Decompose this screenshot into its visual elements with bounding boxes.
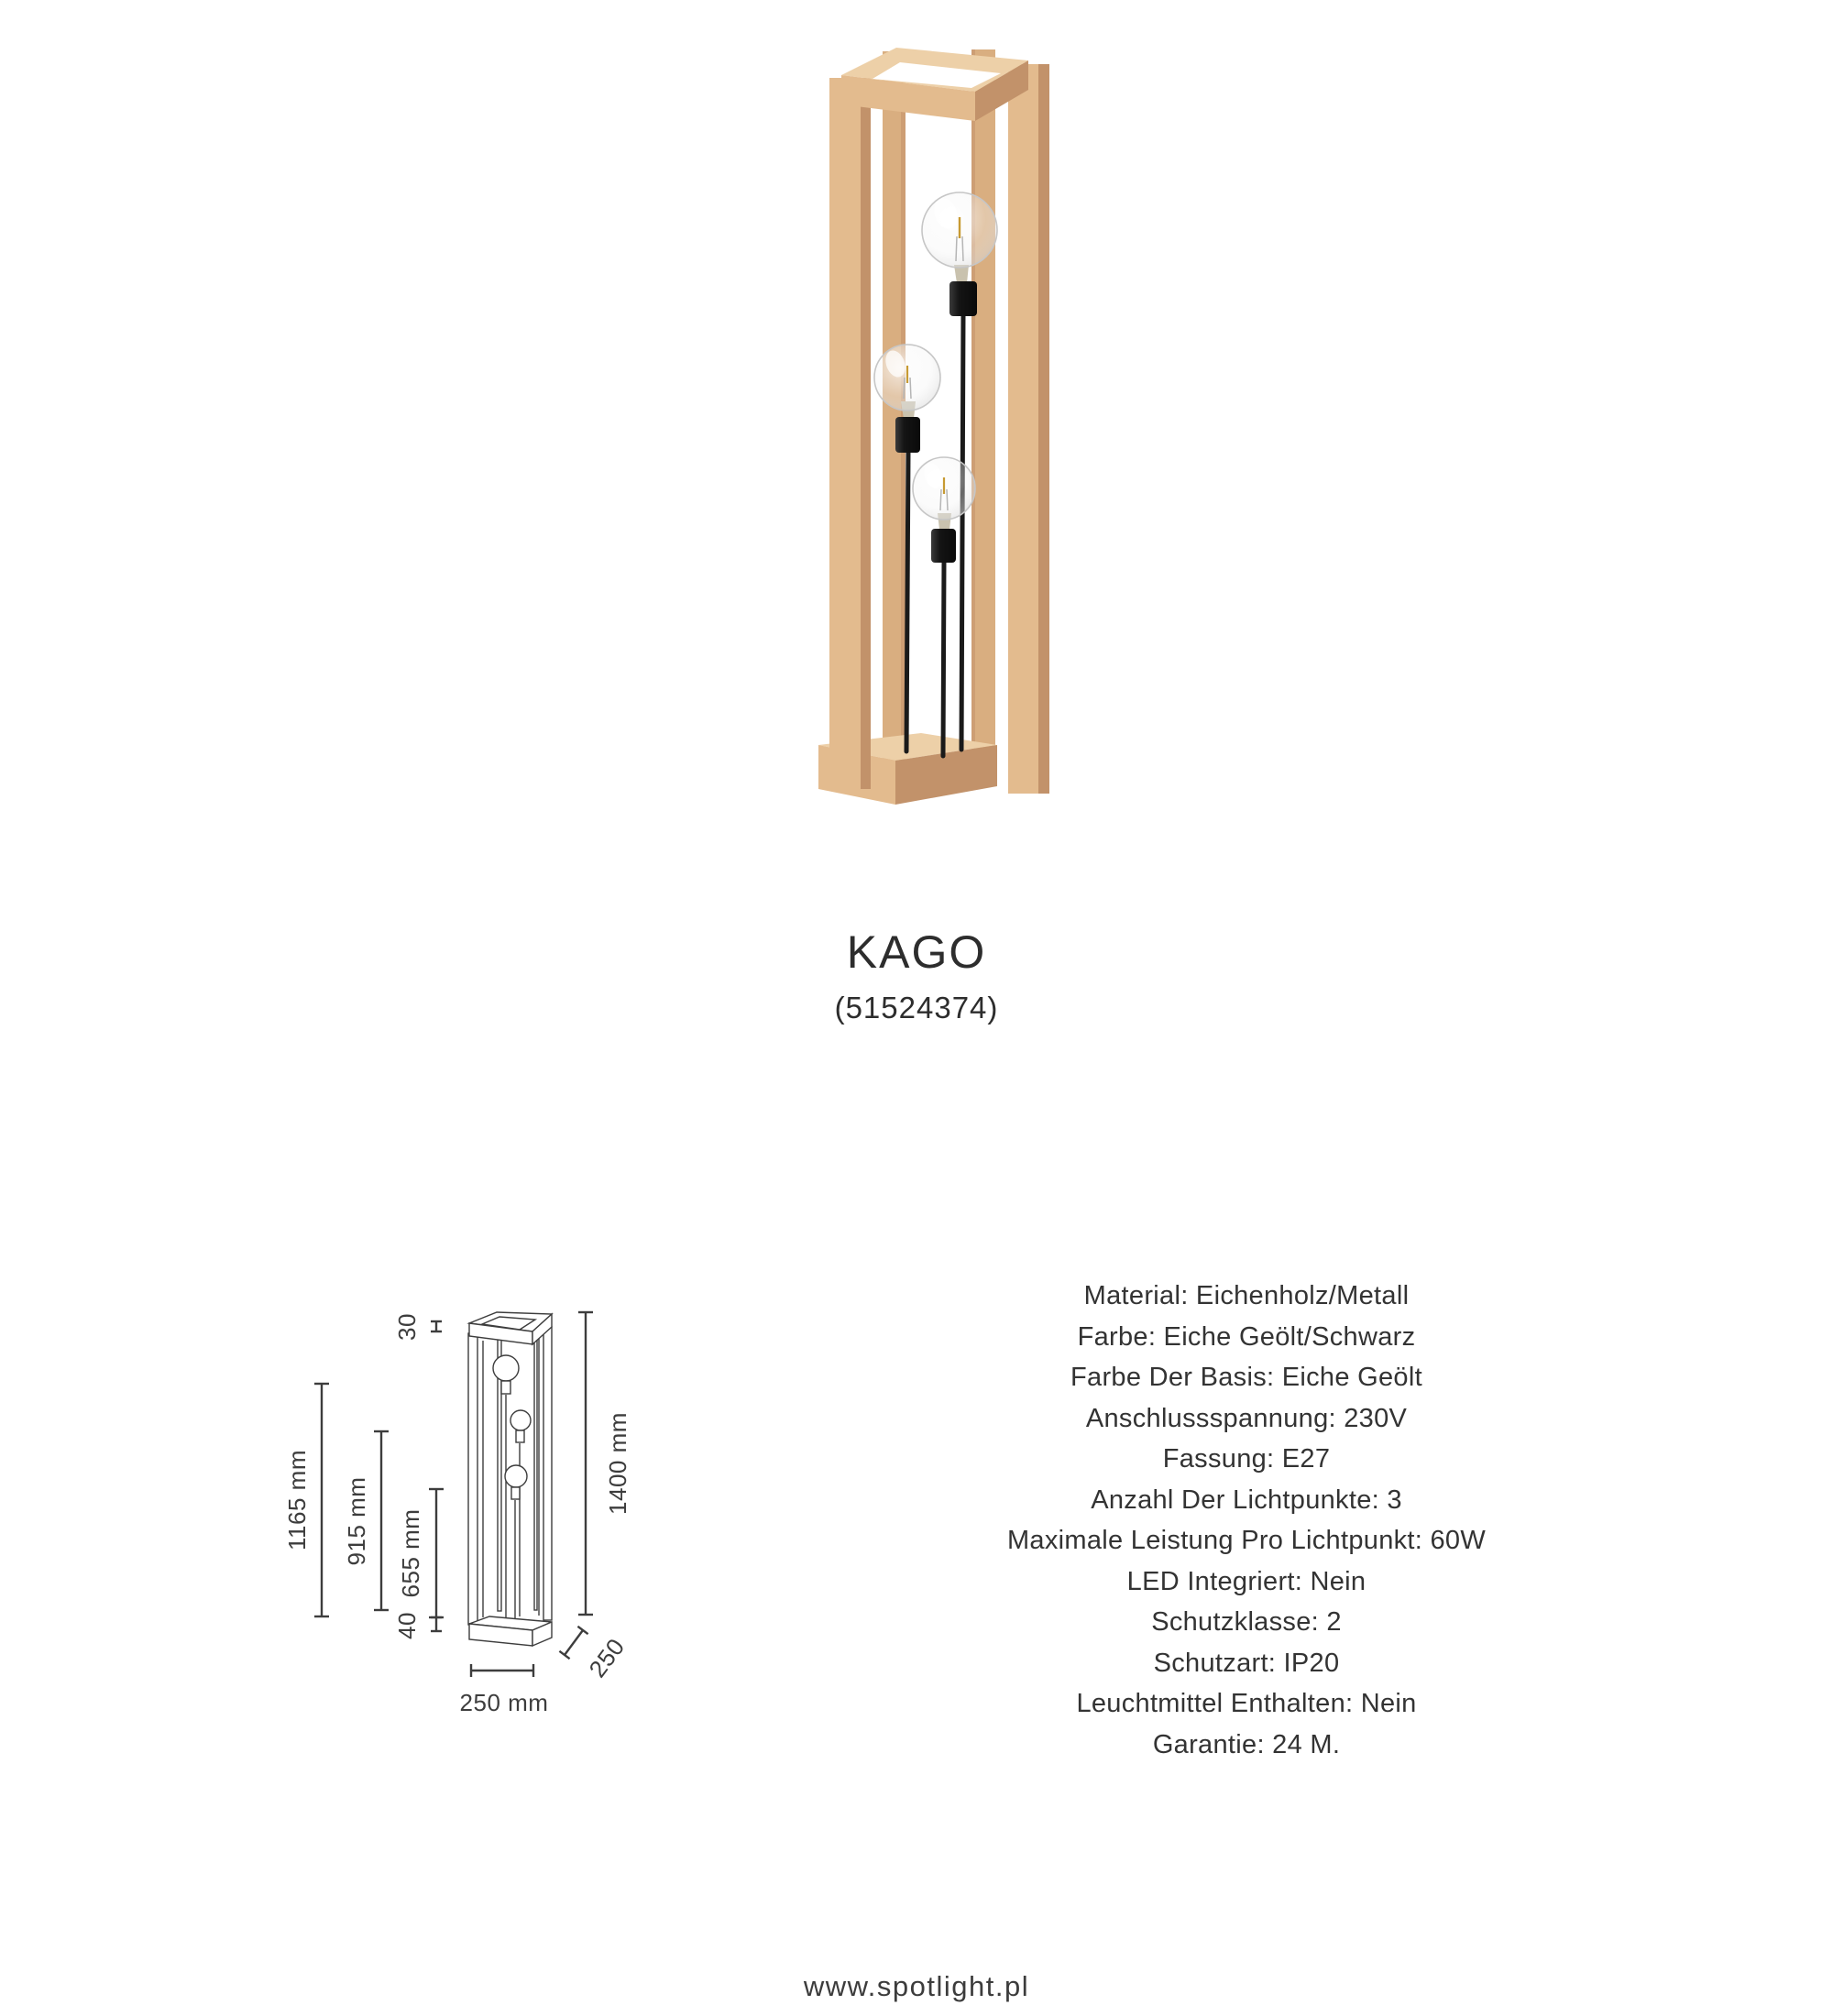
dim-height-655 — [397, 1489, 444, 1617]
spec-line-lichtpunkte: Anzahl Der Lichtpunkte: 3 — [1091, 1485, 1402, 1515]
dim-label-40: 40 — [393, 1612, 421, 1639]
spec-line-garantie: Garantie: 24 M. — [1152, 1729, 1341, 1759]
dim-base-thickness — [393, 1612, 442, 1639]
footer — [0, 1970, 1833, 2003]
wire-bulb-1 — [493, 1355, 519, 1381]
dim-depth — [559, 1627, 630, 1682]
spec-line-schutzart: Schutzart: IP20 — [1153, 1648, 1340, 1678]
product-photo-svg — [788, 27, 1063, 834]
dim-label-1400: 1400 mm — [604, 1412, 631, 1515]
dim-height-1165 — [283, 1384, 329, 1616]
spec-line-material: Material: Eichenholz/Metall — [1083, 1281, 1410, 1310]
dim-width — [460, 1664, 549, 1716]
product-photo — [788, 27, 1063, 834]
spec-line-farbe-basis: Farbe Der Basis: Eiche Geölt — [1070, 1363, 1422, 1392]
spec-line-farbe: Farbe: Eiche Geölt/Schwarz — [1077, 1321, 1416, 1352]
dim-top-thickness — [393, 1313, 442, 1341]
wire-bulb-3 — [505, 1465, 527, 1487]
dim-height-915 — [343, 1431, 389, 1610]
dim-label-30: 30 — [393, 1313, 421, 1341]
wire-bulb-2 — [510, 1410, 531, 1430]
dim-label-655: 655 mm — [397, 1508, 424, 1598]
dim-label-250mm: 250 mm — [459, 1689, 549, 1716]
dim-total-height — [578, 1312, 631, 1615]
dim-label-1165: 1165 mm — [283, 1450, 311, 1550]
dimension-diagram-svg — [275, 1287, 642, 1727]
spec-line-leistung: Maximale Leistung Pro Lichtpunkt: 60W — [1006, 1526, 1487, 1555]
dimension-diagram — [275, 1287, 642, 1727]
lamp-front-posts — [829, 64, 1049, 794]
spec-line-leuchtmittel: Leuchtmittel Enthalten: Nein — [1076, 1689, 1417, 1718]
footer-url-link[interactable]: www.spotlight.pl — [803, 1970, 1030, 2002]
lamp-bulb-3 — [913, 457, 975, 756]
spec-line-spannung: Anschlussspannung: 230V — [1085, 1403, 1408, 1433]
spec-line-schutzklasse: Schutzklasse: 2 — [1151, 1607, 1342, 1637]
product-sku: (51524374) — [834, 991, 999, 1024]
wireframe-lamp — [468, 1312, 552, 1646]
dim-label-915: 915 mm — [343, 1476, 370, 1566]
spec-line-fassung: Fassung: E27 — [1162, 1444, 1331, 1474]
title-block — [0, 927, 1833, 1025]
spec-line-led: LED Integriert: Nein — [1126, 1566, 1367, 1596]
product-title: KAGO — [846, 926, 987, 978]
specs-list — [926, 1276, 1567, 1765]
dim-label-250-depth: 250 — [583, 1633, 631, 1682]
